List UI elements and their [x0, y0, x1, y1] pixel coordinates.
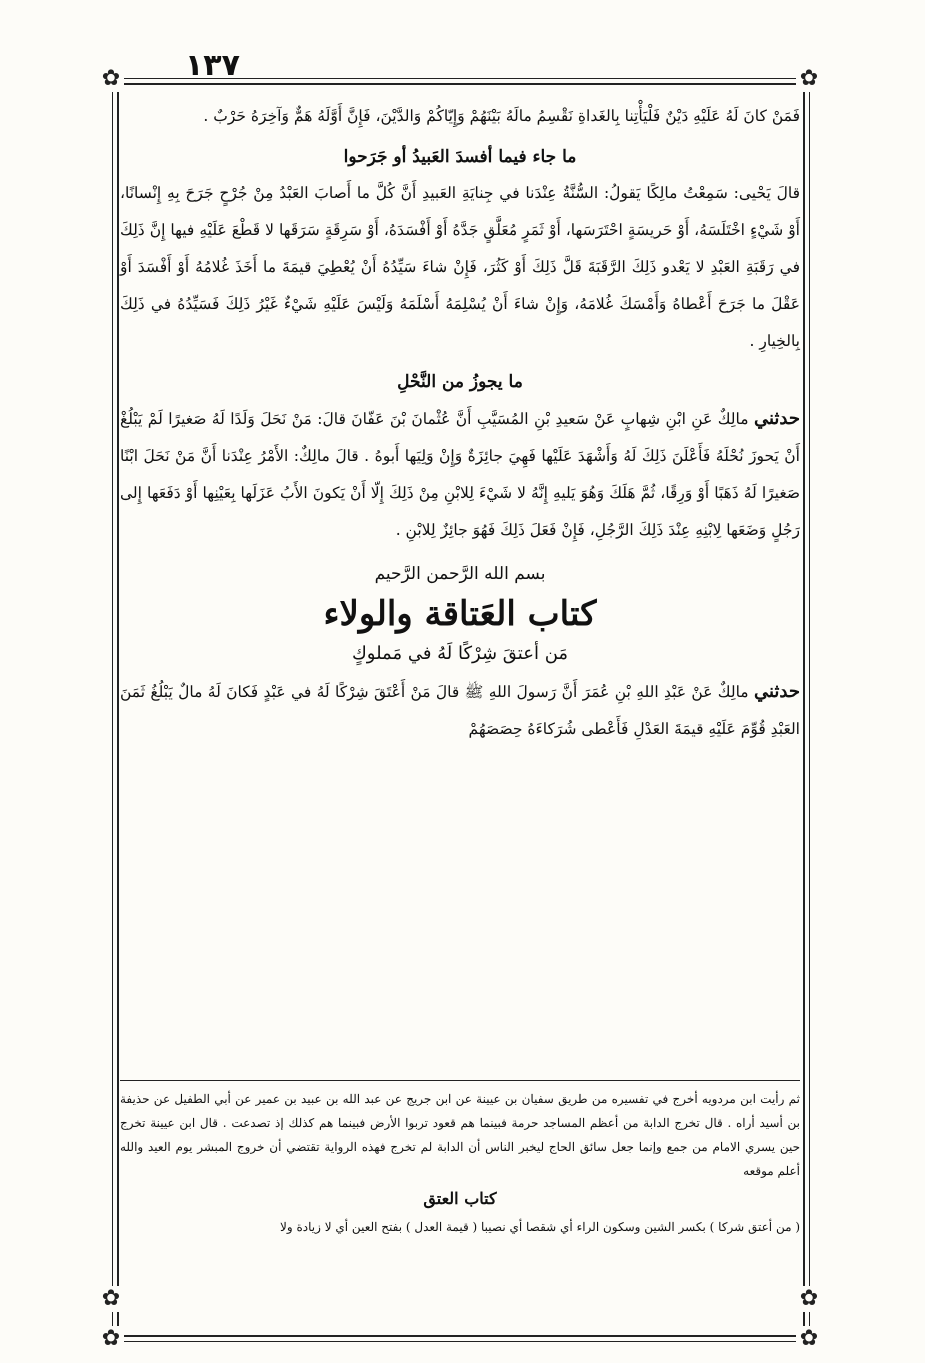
paragraph: قالَ يَحْيى: سَمِعْتُ مالِكًا يَقولُ: السُّنَّةُ عِنْدَنا في جِنايَةِ العَبيدِ أَنَّ كُلَّ ما أَصابَ العَبْدُ مِنْ جُرْحٍ جَرَحَ بِهِ إِنْسانًا، أَوْ شَيْءٍ اخْتَلَسَهُ، أَوْ حَريسَةٍ احْتَرَسَها، أَوْ ثَمَرٍ مُعَلَّقٍ جَدَّهُ أَوْ أَفْسَدَهُ، أَوْ سَرِقَةٍ سَرَقَها لا قَطْعَ عَلَيْهِ فيها إِنَّ ذَلِكَ في رَقَبَةِ العَبْدِ لا يَعْدو ذَلِكَ الرَّقَبَةَ قَلَّ ذَلِكَ أَوْ كَثُرَ، فَإِنْ شاءَ سَيِّدُهُ أَنْ يُعْطِيَ قيمَةَ ما أَخَذَ غُلامُهُ أَوْ أَفْسَدَ أَوْ عَقْلَ ما جَرَحَ أَعْطاهُ وَأَمْسَكَ غُلامَهُ، وَإِنْ شاءَ أَنْ يُسْلِمَهُ أَسْلَمَهُ وَلَيْسَ عَلَيْهِ شَيْءٌ غَيْرُ ذَلِكَ فَسَيِّدُهُ في ذَلِكَ بِالخِيارِ .	[120, 184, 800, 350]
paragraph-body: مالِكٌ عَنْ عَبْدِ اللهِ بْنِ عُمَرَ أَنَّ رَسولَ اللهِ ﷺ قالَ مَنْ أَعْتَقَ شِرْكًا لَهُ في عَبْدٍ فَكانَ لَهُ مالٌ يَبْلُغُ ثَمَنَ العَبْدِ قُوِّمَ عَلَيْهِ قيمَةَ العَدْلِ فَأَعْطى شُرَكاءَهُ حِصَصَهُمْ	[120, 683, 800, 738]
book-title: كتاب العَتاقة والولاء	[323, 594, 597, 634]
chapter-heading: مَن أعتقَ شِرْكًا لَهُ في مَملوكٍ	[351, 643, 569, 664]
section-heading: ما يجوزُ من النَّحْلِ	[397, 372, 523, 392]
corner-ornament-icon: ✿	[796, 1286, 822, 1312]
section-heading: ما جاء فيما أفسدَ العَبيدُ أو جَرَحوا	[343, 147, 577, 167]
corner-ornament-icon: ✿	[796, 66, 822, 92]
paragraph	[120, 673, 800, 748]
basmala: بسم الله الرَّحمن الرَّحيم	[374, 564, 546, 584]
footnotes	[120, 1080, 800, 1239]
footnote-paragraph: ( من أعتق شركا ) بكسر الشين وسكون الراء أي شقصا أي نصيبا ( قيمة العدل ) بفتح العين أي لا زيادة ولا	[280, 1220, 800, 1234]
paragraph	[120, 400, 800, 549]
corner-ornament-icon: ✿	[796, 1326, 822, 1352]
footnote-paragraph: ثم رأيت ابن مردويه أخرج في تفسيره من طريق سفيان بن عيينة عن ابن جريج عن عبد الله بن عبيد بن عمير عن أبي الطفيل عن حذيفة بن أسيد أراه . قال تخرج الدابة من أعظم المساجد حرمة فبينما هم قعود تربوا الأرض فبينما هم كذلك إذ تصدعت . قال ابن عيينة تخرج حين يسري الامام من جمع وإنما جعل سائق الحاج ليخبر الناس أن الدابة لم تخرج فهذه الرواية تقتضي أن خروج المبشر يوم العيد والله أعلم موقعه	[120, 1092, 800, 1178]
corner-ornament-icon: ✿	[98, 66, 124, 92]
corner-ornament-icon: ✿	[98, 1286, 124, 1312]
page-number: ١٣٧	[185, 48, 240, 83]
main-text	[120, 98, 800, 748]
paragraph-body: مالِكٌ عَنِ ابْنِ شِهابٍ عَنْ سَعيدِ بْنِ المُسَيَّبِ أَنَّ عُثْمانَ بْنَ عَفّانَ قالَ: مَنْ نَحَلَ وَلَدًا لَهُ صَغيرًا لَمْ يَبْلُغْ أَنْ يَحوزَ نُحْلَهُ فَأَعْلَنَ ذَلِكَ لَهُ وَأَشْهَدَ عَلَيْها فَهِيَ جائِزَةٌ وَإِنْ وَلِيَها أَبوهُ . قالَ مالِكٌ: الأَمْرُ عِنْدَنا أَنَّ مَنْ نَحَلَ ابْنًا صَغيرًا لَهُ ذَهَبًا أَوْ وَرِقًا، ثُمَّ هَلَكَ وَهُوَ يَليهِ إِنَّهُ لا شَيْءَ لِلابْنِ مِنْ ذَلِكَ إِلّا أَنْ يَكونَ الأَبُ عَزَلَها بِعَيْنِها أَوْ دَفَعَها إِلى رَجُلٍ وَضَعَها لِابْنِهِ عِنْدَ ذَلِكَ الرَّجُلِ، فَإِنْ فَعَلَ ذَلِكَ فَهُوَ جائِزٌ لِلابْنِ .	[120, 410, 800, 539]
footnote-heading: كتاب العتق	[423, 1189, 497, 1208]
corner-ornament-icon: ✿	[98, 1326, 124, 1352]
lead-word: حدثني	[753, 408, 800, 429]
lead-word: حدثني	[753, 681, 800, 702]
paragraph: فَمَنْ كانَ لَهُ عَلَيْهِ دَيْنٌ فَلْيَأْتِنا بِالغَداةِ نَقْسِمُ مالَهُ بَيْنَهُمْ وَإِيّاكُمْ وَالدَّيْنَ، فَإِنَّ أَوَّلَهُ هَمٌّ وَآخِرَهُ حَرْبٌ .	[203, 107, 800, 125]
